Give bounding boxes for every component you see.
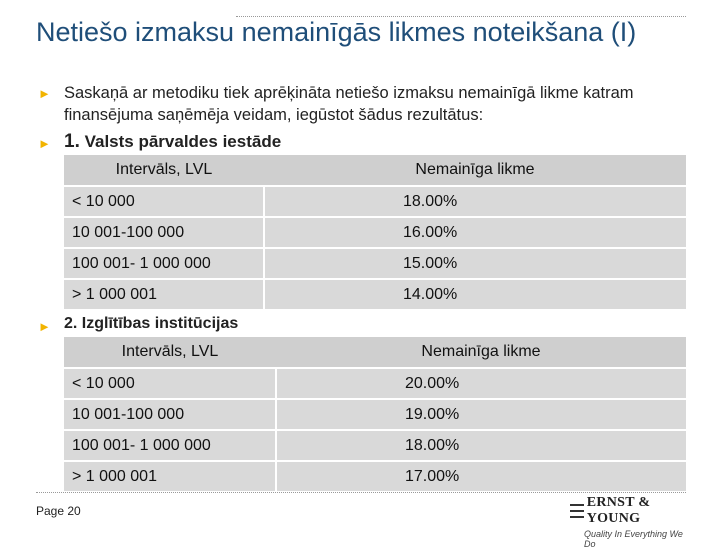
slide-title: Netiešo izmaksu nemainīgās likmes noteikšana (I) (36, 17, 637, 47)
interval-cell: > 1 000 001 (64, 279, 264, 309)
rate-table-1 (64, 155, 686, 309)
section-number: 1. (64, 131, 80, 152)
intro-text: Saskaņā ar metodiku tiek aprēķināta netiešo izmaksu nemainīgā likme katram finansējuma saņēmēja veidam, iegūstot šādus rezultātus: (64, 84, 634, 124)
footer-divider (36, 492, 686, 493)
table-row (64, 399, 686, 430)
section-heading-1 (64, 131, 281, 153)
logo-tagline: Quality In Everything We Do (584, 529, 683, 549)
interval-cell: > 1 000 001 (64, 461, 276, 491)
rate-cell: 18.00% (264, 186, 686, 217)
triangle-bullet-icon: ► (38, 319, 51, 334)
company-logo (570, 495, 690, 549)
rate-cell: 18.00% (276, 430, 686, 461)
table-row (64, 248, 686, 279)
rate-cell: 19.00% (276, 399, 686, 430)
table-row (64, 217, 686, 248)
rate-cell: 17.00% (276, 461, 686, 491)
column-header-rate: Nemainīga likme (276, 337, 686, 368)
table-row (64, 279, 686, 309)
section-heading-2: 2. Izglītības institūcijas (64, 315, 239, 332)
page-number: Page 20 (36, 504, 81, 518)
column-header-interval: Intervāls, LVL (64, 337, 276, 368)
rate-cell: 14.00% (264, 279, 686, 309)
interval-cell: 10 001-100 000 (64, 217, 264, 248)
rate-cell: 15.00% (264, 248, 686, 279)
table-header-row (64, 155, 686, 186)
interval-cell: < 10 000 (64, 368, 276, 399)
rate-cell: 20.00% (276, 368, 686, 399)
logo-brand: ERNST & YOUNG (586, 495, 651, 526)
table-row (64, 461, 686, 491)
interval-cell: 100 001- 1 000 000 (64, 430, 276, 461)
rate-table-2 (64, 337, 686, 491)
interval-cell: < 10 000 (64, 186, 264, 217)
title-divider (236, 16, 686, 17)
column-header-interval: Intervāls, LVL (64, 155, 264, 186)
ey-logo-icon (570, 504, 584, 518)
table-row (64, 186, 686, 217)
table-row (64, 430, 686, 461)
section-label: Valsts pārvaldes iestāde (84, 132, 282, 151)
triangle-bullet-icon: ► (38, 86, 51, 101)
table-header-row (64, 337, 686, 368)
column-header-rate: Nemainīga likme (264, 155, 686, 186)
rate-cell: 16.00% (264, 217, 686, 248)
interval-cell: 10 001-100 000 (64, 399, 276, 430)
table-row (64, 368, 686, 399)
interval-cell: 100 001- 1 000 000 (64, 248, 264, 279)
triangle-bullet-icon: ► (38, 136, 51, 151)
